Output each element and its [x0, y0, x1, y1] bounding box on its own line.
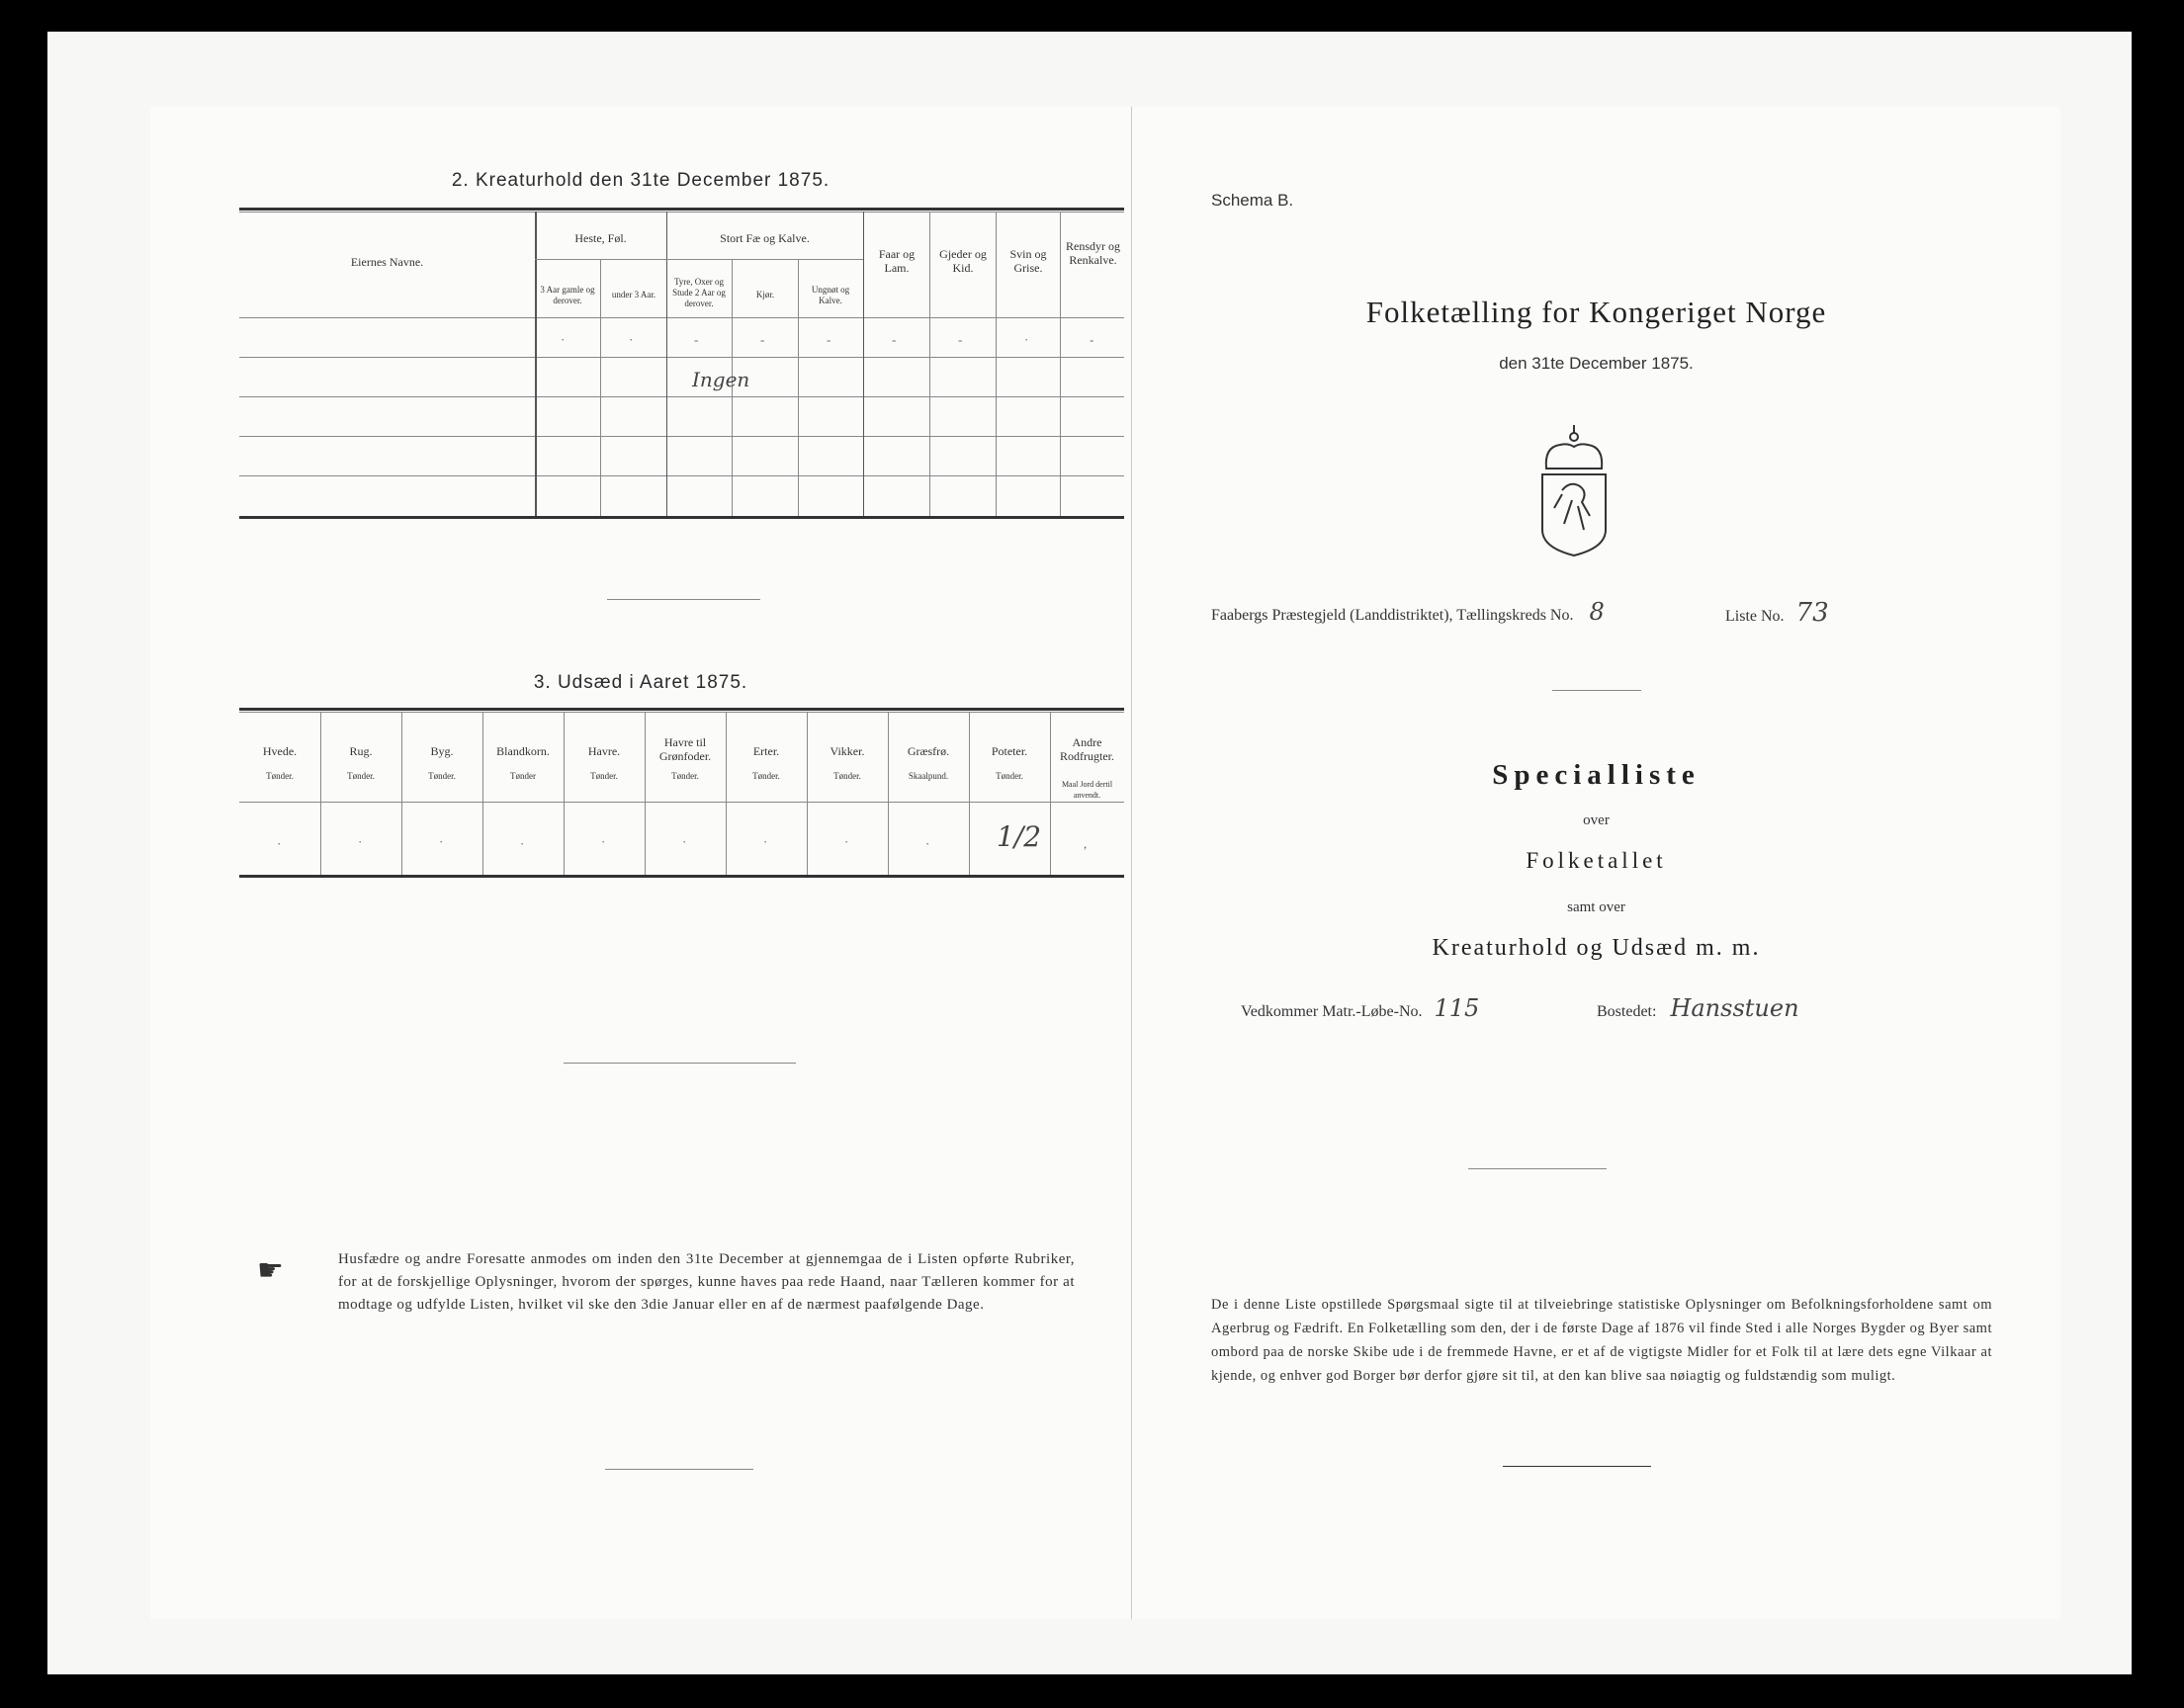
col-hvede: Hvede. — [262, 744, 298, 758]
sheep-header: Faar og Lam. — [878, 247, 916, 275]
table2-col-rule — [863, 212, 864, 516]
table3-col-rule — [482, 712, 483, 875]
table3-col-rule — [969, 712, 970, 875]
table2-col-rule — [600, 259, 601, 516]
col-poteter: Poteter. — [991, 744, 1028, 758]
empty-mark: - — [892, 332, 897, 347]
col-rug-unit: Tønder. — [347, 771, 375, 781]
table2-header-rule — [239, 317, 1124, 318]
empty-mark: · — [520, 836, 525, 851]
empty-mark: , — [1084, 836, 1088, 851]
empty-mark: · — [1024, 332, 1029, 347]
potatoes-value: 1/2 — [997, 820, 1042, 853]
handwritten-ingen: Ingen — [692, 368, 750, 391]
coat-of-arms-icon — [1532, 421, 1616, 557]
empty-mark: - — [1090, 332, 1094, 347]
liste-number: 73 — [1795, 598, 1829, 628]
col-andre-rodfrugter-unit: Maal Jord dertil anvendt. — [1061, 780, 1113, 800]
col-graesfro: Græsfrø. — [907, 744, 950, 758]
notice-text: Husfædre og andre Foresatte anmodes om inden den 31te December at gjennemgaa de i Listen opførte Rubriker, for at de forskjellige Oplysninger, hvorom der spørges, kunne haves paa rede Haand, naar Tælleren kommer for at modtage og udfylde Listen, hvilket vil ske den 3die Januar eller en af de nærmest paafølgende Dage. — [338, 1251, 1075, 1313]
col-graesfro-unit: Skaalpund. — [908, 771, 949, 781]
table2-row-rule — [239, 436, 1124, 437]
table2-col-rule — [1060, 212, 1061, 516]
empty-mark: - — [760, 332, 765, 347]
empty-mark: · — [844, 834, 849, 849]
bosted-value: Hansstuen — [1670, 994, 1799, 1022]
col-andre-rodfrugter: Andre Rodfrugter. — [1060, 735, 1114, 763]
table3-col-rule — [320, 712, 321, 875]
col-byg: Byg. — [430, 744, 454, 758]
empty-mark: · — [601, 834, 606, 849]
empty-mark: · — [439, 834, 444, 849]
horses-sub1-header: 3 Aar gamle og derover. — [540, 285, 595, 305]
pointing-hand-icon: ☛ — [257, 1254, 284, 1287]
table2-top-rule-2 — [239, 212, 1124, 213]
table3-top-rule — [239, 708, 1124, 711]
table2-row-rule — [239, 396, 1124, 397]
bosted-label: Bostedet: — [1597, 1003, 1657, 1020]
col-havre-groenfoder-unit: Tønder. — [671, 771, 699, 781]
section2-title: 2. Kreaturhold den 31te December 1875. — [451, 170, 830, 191]
samt-over-label: samt over — [1567, 899, 1625, 915]
empty-mark: · — [358, 834, 363, 849]
separator-rule — [1503, 1466, 1651, 1467]
col-hvede-unit: Tønder. — [266, 771, 294, 781]
district-number: 8 — [1589, 598, 1605, 626]
table3-bottom-rule — [239, 875, 1124, 878]
table3-col-rule — [807, 712, 808, 875]
main-subtitle: den 31te December 1875. — [1499, 354, 1694, 373]
table2-col-rule — [798, 259, 799, 516]
empty-mark: - — [694, 332, 699, 347]
table2-bottom-rule — [239, 516, 1124, 519]
table2-col-rule — [666, 212, 667, 516]
main-title: Folketælling for Kongeriget Norge — [1365, 295, 1827, 329]
goats-header: Gjeder og Kid. — [939, 247, 987, 275]
table2-col-rule — [929, 212, 930, 516]
col-havre: Havre. — [587, 744, 621, 758]
table2-row-rule — [239, 357, 1124, 358]
empty-mark: · — [561, 332, 566, 347]
schema-label: Schema B. — [1211, 191, 1294, 210]
separator-rule — [1468, 1168, 1607, 1169]
table2-subheader-rule — [535, 259, 863, 260]
table3-col-rule — [726, 712, 727, 875]
section3-title: 3. Udsæd i Aaret 1875. — [533, 672, 748, 693]
horses-sub2-header: under 3 Aar. — [611, 290, 656, 299]
table3-col-rule — [888, 712, 889, 875]
col-blandkorn: Blandkorn. — [496, 744, 550, 758]
district-label: Faabergs Præstegjeld (Landdistriktet), Tællingskreds No. — [1211, 607, 1574, 624]
liste-label: Liste No. — [1725, 608, 1785, 625]
folketallet-heading: Folketallet — [1526, 848, 1667, 873]
col-vikker: Vikker. — [830, 744, 865, 758]
col-byg-unit: Tønder. — [428, 771, 456, 781]
col-blandkorn-unit: Tønder — [510, 771, 536, 781]
empty-mark: · — [277, 836, 282, 851]
table2-top-rule — [239, 208, 1124, 211]
footer-text: De i denne Liste opstillede Spørgsmaal sigte til at tilveiebringe statistiske Oplysninger om Befolkningsforholdene samt om Agerbrug og Fædrift. En Folketælling som den, der i de første Dage af 1876 vil finde Sted i alle Norges Bygder og Byer samt ombord paa de norske Skibe ude i de fremmede Havne, er et af de vigtigste Midler for et Folk til at lære dets egne Vilkaar at kjende, og enhver god Borger bør derfor gjøre sit til, at den kan blive saa nøiagtig og fuldstændig som muligt. — [1211, 1297, 1992, 1384]
matr-label: Vedkommer Matr.-Løbe-No. — [1241, 1003, 1423, 1020]
reindeer-header: Rensdyr og Renkalve. — [1066, 239, 1120, 267]
separator-rule — [1552, 690, 1641, 691]
col-havre-unit: Tønder. — [590, 771, 618, 781]
matr-line — [1241, 994, 1479, 1022]
cattle-sub1-header: Tyre, Oxer og Stude 2 Aar og derover. — [672, 277, 726, 308]
table2-col-rule — [996, 212, 997, 516]
col-rug: Rug. — [349, 744, 373, 758]
over-label: over — [1583, 812, 1610, 828]
separator-rule — [607, 599, 760, 600]
col-vikker-unit: Tønder. — [833, 771, 861, 781]
cattle-sub3-header: Ungnøt og Kalve. — [811, 285, 850, 305]
col-havre-groenfoder: Havre til Grønfoder. — [658, 735, 712, 763]
empty-mark: · — [925, 836, 930, 851]
empty-mark: · — [682, 834, 687, 849]
table3-header-rule — [239, 802, 1124, 803]
separator-rule — [564, 1063, 796, 1064]
table3-col-rule — [401, 712, 402, 875]
empty-mark: · — [629, 332, 634, 347]
separator-rule — [605, 1469, 753, 1470]
table3-top-rule-2 — [239, 712, 1124, 713]
col-poteter-unit: Tønder. — [996, 771, 1023, 781]
table3-col-rule — [564, 712, 565, 875]
empty-mark: - — [827, 332, 831, 347]
table2-col-rule — [535, 212, 537, 516]
horses-group-header: Heste, Føl. — [574, 231, 627, 245]
owner-col-header: Eiernes Navne. — [350, 255, 424, 269]
specialliste-heading: Specialliste — [1492, 759, 1701, 791]
liste-line — [1725, 598, 1829, 628]
table2-row-rule — [239, 475, 1124, 476]
bosted-line — [1597, 994, 1799, 1022]
cattle-group-header: Stort Fæ og Kalve. — [720, 231, 810, 245]
kreaturhold-heading: Kreaturhold og Udsæd m. m. — [1432, 935, 1761, 961]
col-erter-unit: Tønder. — [752, 771, 780, 781]
empty-mark: · — [763, 834, 768, 849]
right-page — [1132, 107, 2060, 1619]
empty-mark: - — [958, 332, 963, 347]
cattle-sub2-header: Kjør. — [755, 290, 775, 299]
left-page — [150, 107, 1132, 1619]
matr-number: 115 — [1434, 994, 1480, 1022]
pigs-header: Svin og Grise. — [1009, 247, 1047, 275]
district-line — [1211, 598, 1605, 626]
col-erter: Erter. — [752, 744, 780, 758]
